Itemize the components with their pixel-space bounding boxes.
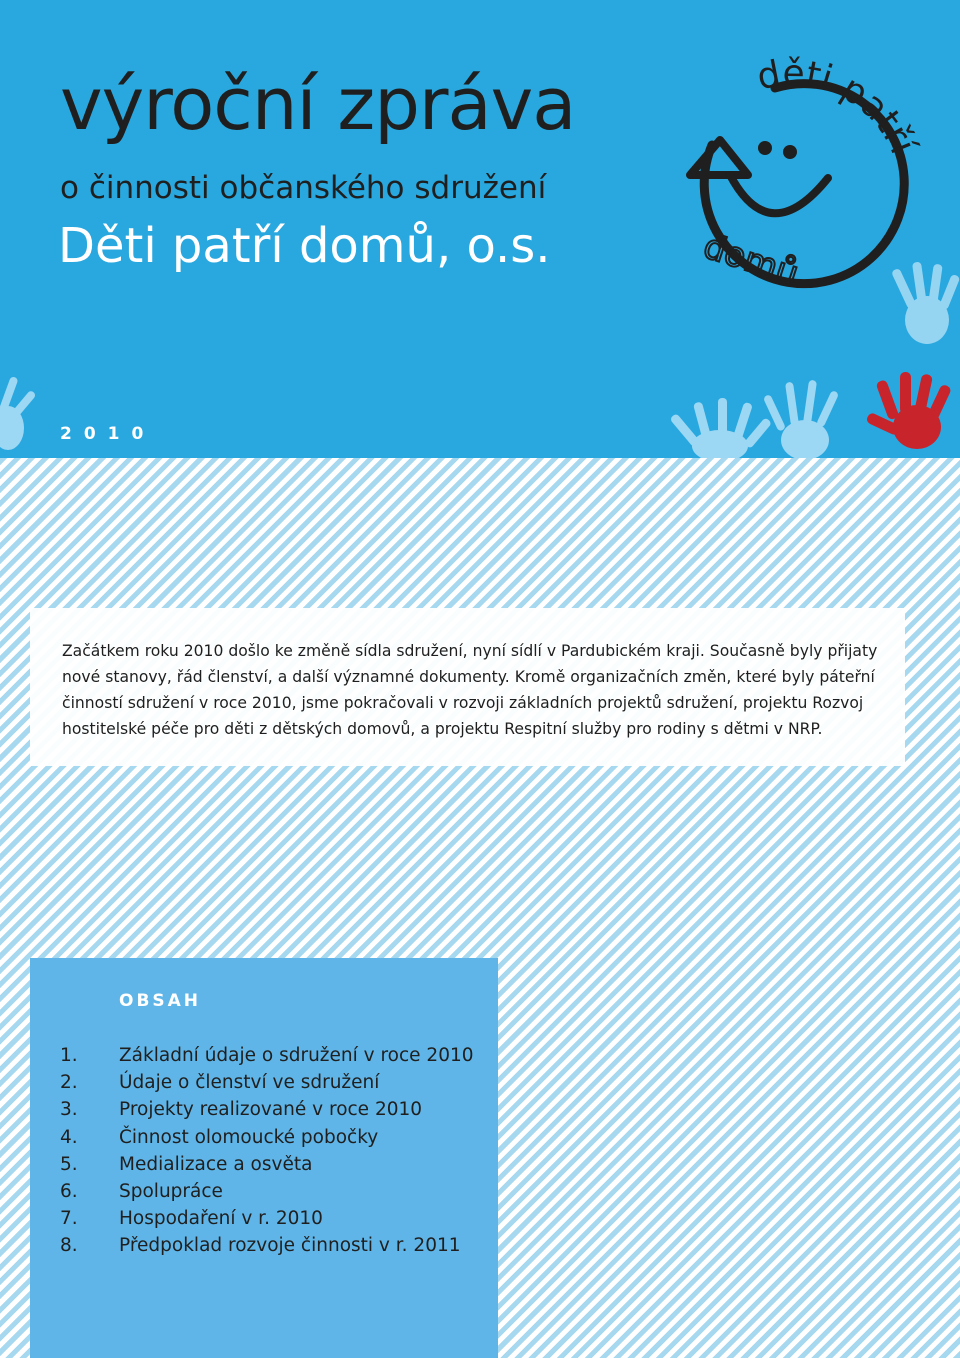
toc-item (60, 1069, 474, 1096)
handprint-blue-icon (0, 368, 36, 458)
toc-item (60, 1178, 474, 1205)
toc-item (60, 1096, 474, 1123)
toc-item-number: 2. (60, 1072, 78, 1094)
report-title: výroční zpráva (60, 62, 576, 146)
handprint-blue-icon (885, 258, 960, 358)
logo-text-bottom: domů (698, 226, 804, 295)
toc-item-label: Předpoklad rozvoje činnosti v r. 2011 (119, 1235, 461, 1257)
toc-item-label: Hospodaření v r. 2010 (119, 1208, 323, 1230)
toc-item-number: 6. (60, 1181, 78, 1203)
toc-item-number: 1. (60, 1045, 78, 1066)
toc-item-label: Činnost olomoucké pobočky (119, 1126, 379, 1148)
toc-item (60, 1151, 474, 1178)
intro-panel (30, 608, 905, 766)
toc-item (60, 1232, 474, 1259)
toc-item (60, 1205, 474, 1232)
toc-item-label: Spolupráce (119, 1181, 223, 1203)
table-of-contents (30, 958, 498, 1358)
header-banner (0, 0, 960, 458)
toc-item-number: 7. (60, 1208, 78, 1230)
toc-item-number: 5. (60, 1153, 78, 1175)
toc-item (60, 1042, 474, 1069)
handprint-blue-icon (760, 378, 850, 458)
toc-item (60, 1124, 474, 1151)
organization-name: Děti patří domů, o.s. (58, 218, 551, 274)
toc-item-number: 3. (60, 1099, 78, 1121)
handprint-red-icon (862, 372, 960, 458)
report-subtitle: o činnosti občanského sdružení (60, 170, 547, 206)
toc-item-label: Projekty realizované v roce 2010 (119, 1099, 423, 1121)
svg-text:děti patří (754, 53, 924, 161)
logo-text-top: děti patří (753, 53, 924, 160)
toc-item-label: Údaje o členství ve sdružení (119, 1072, 380, 1094)
toc-item-number: 4. (60, 1126, 78, 1148)
toc-item-number: 8. (60, 1235, 78, 1257)
toc-heading: OBSAH (119, 991, 202, 1011)
toc-item-label: Základní údaje o sdružení v roce 2010 (119, 1045, 474, 1066)
toc-list (60, 1042, 474, 1260)
report-year: 2010 (60, 424, 156, 444)
intro-paragraph: Začátkem roku 2010 došlo ke změně sídla sdružení, nyní sídlí v Pardubickém kraji. Současně byly přijaty nové stanovy, řád členství, a další významné dokumenty. Kromě organizačních změn, které byly páteřní činností sdružení v roce 2010, jsme pokračovali v rozvoji základních projektů sdružení, projektu Rozvoj hostitelské péče pro děti z dětských domovů, a projektu Respitní služby pro rodiny s dětmi v NRP. (62, 642, 878, 738)
toc-item-label: Medializace a osvěta (119, 1153, 313, 1175)
